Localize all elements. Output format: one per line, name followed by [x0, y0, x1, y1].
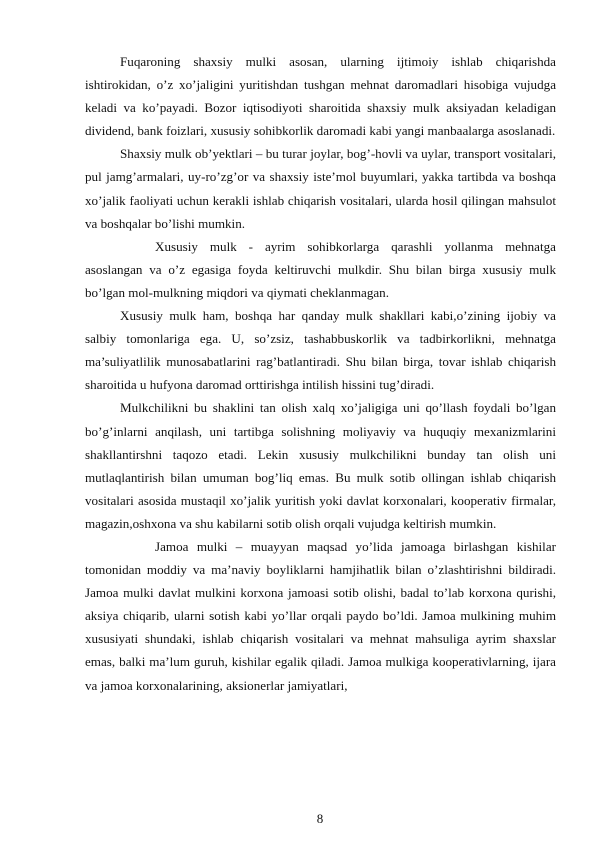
paragraph-private-property-pros-cons: Xususiy mulk ham, boshqa har qanday mulk shakllari kabi,o’zining ijobiy va salbiy tomonlariga ega. U, so’zsiz, tashabbuskorlik va tadbirkorlikni, mehnatga ma’suliyatlilik munosabatlarini rag’batlantiradi. Shu bilan birga, tovar ishlab chiqarish sharoitida u hufyona daromad orttirishga intilish hissini tug’diradi.	[85, 308, 556, 393]
paragraph-private-property-definition: Xususiy mulk - ayrim sohibkorlarga qarashli yollanma mehnatga asoslangan va o’z egasiga foyda keltiruvchi mulkdir. Shu bilan birga xususiy mulk bo’lgan mol-mulkning miqdori va qiymati cheklanmagan.	[85, 238, 556, 300]
paragraph-collective-property: Jamoa mulki – muayyan maqsad yo’lida jamoaga birlashgan kishilar tomonidan moddiy va ma’naviy boyliklarni hamjihatlik bilan o’zlashtirishni bildiradi. Jamoa mulki davlat mulkini korxona jamoasi sotib olishi, badal to’lab korxona qurishi, aksiya chiqarib, ularni sotish kabi yo’llar orqali paydo bo’ldi. Jamoa mulkining muhim xususiyati shundaki, ishlab chiqarish vositalari va mehnat mahsuliga ayrim shaxslar emas, balki ma’lum guruh, kishilar egalik qiladi. Jamoa mulkiga kooperativlarning, ijara va jamoa korxonalarining, aksionerlar jamiyatlari,	[85, 538, 556, 693]
paragraph-personal-property-sources: Fuqaroning shaxsiy mulki asosan, ularning ijtimoiy ishlab chiqarishda ishtirokidan, o’z xo’jaligini yuritishdan tushgan mehnat daromadlari hisobiga vujudga keladi va ko’payadi. Bozor iqtisodiyoti sharoitida shaxsiy mulk aksiyadan keladigan dividend, bank foizlari, xususiy sohibkorlik daromadi kabi yangi manbaalarga asoslanadi.	[85, 54, 556, 139]
paragraph-personal-property-objects: Shaxsiy mulk ob’yektlari – bu turar joylar, bog’-hovli va uylar, transport vositalari, pul jamg’armalari, uy-ro’zg’or va shaxsiy iste’mol buyumlari, yakka tartibda va boshqa xo’jalik faoliyati uchun kerakli ishlab chiqarish vositalari, ularda hosil qilingan mahsulot va boshqalar bo’lishi mumkin.	[85, 146, 556, 231]
document-body	[85, 50, 556, 697]
paragraph-private-ownership-recognition: Mulkchilikni bu shaklini tan olish xalq xo’jaligiga uni qo’llash foydali bo’lgan bo’g’inlarni anqilash, uni tartibga solishning moliyaviy va huquqiy mexanizmlarini shakllantirshni taqozo etadi. Lekin xususiy mulkchilikni bunday tan olish uni mutlaqlantirish bilan umuman bog’liq emas. Bu mulk sotib ollingan ishlab chiqarish vositalari asosida mustaqil xo’jalik yuritish yoki davlat korxonalari, kooperativ firmalar, magazin,oshxona va shu kabilarni sotib olish orqali vujudga keltirish mumkin.	[85, 400, 556, 531]
page-number: 8	[316, 811, 324, 826]
